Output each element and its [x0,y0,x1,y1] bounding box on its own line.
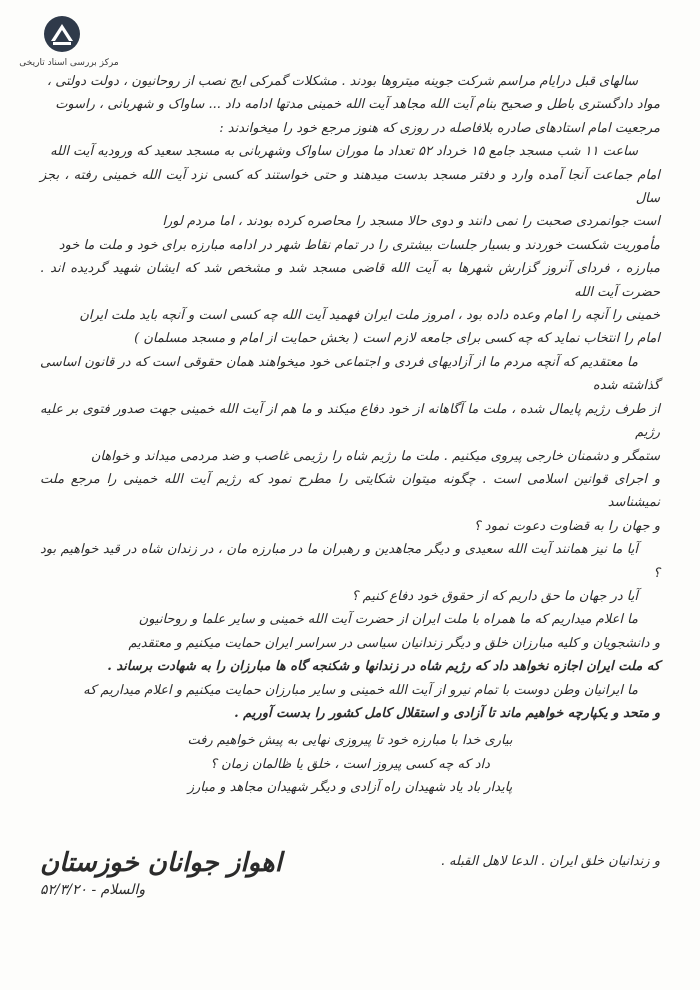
letter-line: آیا در جهان ما حق داریم که از حقوق خود دفاع کنیم ؟ [351,588,638,604]
letter-line: است جوانمردی صحبت را نمی دانند و دوی حالا مسجد را محاصره کرده بودند ، اما مردم لورا [162,214,660,230]
letter-line: و متحد و یکپارچه خواهیم ماند تا آزادی و استقلال کامل کشور را بدست آوریم . [234,705,660,721]
letter-line: خمینی را آنچه را امام وعده داده بود ، امروز ملت ایران فهمید آیت الله چه کسی است و آنچه باید ملت ایران [79,308,660,324]
document-archive-emblem-icon [42,14,82,54]
closing-line: بیاری خدا با مبارزه خود تا پیروزی نهایی به پیش خواهیم رفت [187,733,513,749]
letter-line: مأموریت شکست خوردند و بسیار جلسات بیشتری را در تمام نقاط شهر در ادامه مبارزه برای خود و ملت ما خود [58,237,660,253]
closing-salutation-date: والسلام - ۵۲/۳/۲۰ [40,882,146,898]
letter-body [40,70,660,800]
archive-logo-caption: مرکز بررسی اسناد تاریخی [19,58,119,68]
letter-line: و دانشجویان و کلیه مبارزان خلق و دیگر زندانیان سیاسی در سراسر ایران حمایت میکنیم و معتقدیم [128,635,660,651]
signature: اهواز جوانان خوزستان [40,848,282,878]
letter-line: ما اعلام میداریم که ما همراه با ملت ایران از حضرت آیت الله خمینی و سایر علما و روحانیون [138,612,638,628]
closing-line: پایدار باد یاد شهیدان راه آزادی و دیگر شهیدان مجاهد و مبارز [187,780,513,796]
letter-line: مواد دادگستری باطل و صحیح بنام آیت الله مجاهد آیت الله خمینی مدتها ادامه داد ... ساواک و شهربانی ، راسوت [55,97,660,113]
letter-line: امام جماعت آنجا آمده وارد و دفتر مسجد بدست میدهند و حتی خواستند که کسی نزد آیت الله خمینی رفته ، بجز سال [40,167,660,207]
letter-line: و جهان را به قضاوت دعوت نمود ؟ [473,518,660,534]
letter-line: ما ایرانیان وطن دوست با تمام نیرو از آیت الله خمینی و سایر مبارزان حمایت میکنیم و اعلام میداریم که [83,682,638,698]
closing-line: داد که چه کسی پیروز است ، خلق یا ظالمان زمان ؟ [210,756,490,772]
letter-line: مرجعیت امام استادهای صادره بلافاصله در روزی که هنوز مرجع خود را میخواندند : [219,120,660,136]
letter-line: مبارزه ، فردای آنروز گزارش شهرها به آیت الله قاضی مسجد شد و مشخص شد که ایشان شهید گردیده اند . حضرت آیت الله [40,261,660,300]
letter-line: ما معتقدیم که آنچه مردم ما از آزادیهای فردی و اجتماعی خود میخواهند همان حقوقی است که در قانون اساسی گذاشته شده [40,354,660,394]
letter-line: از طرف رژیم پایمال شده ، ملت ما آگاهانه از خود دفاع میکند و ما هم از آیت الله خمینی جهت صدور فتوی بر علیه رژیم [40,401,660,441]
letter-line: ساعت ۱۱ شب مسجد جامع ۱۵ خرداد ۵۲ تعداد ما موران ساواک وشهربانی به مسجد سعید که ورودیه آیت الله [50,144,638,160]
letter-line: آیا ما نیز همانند آیت الله سعیدی و دیگر مجاهدین و رهبران ما در مبارزه مان ، در زندان شاه در قید خواهیم بود ؟ [40,542,660,581]
closing-line: و زندانیان خلق ایران . الدعا لاهل القبله . [440,854,660,869]
letter-line: امام را انتخاب نماید که چه کسی برای جامعه لازم است ( بخش حمایت از امام و مسجد مسلمان ) [134,331,660,347]
letter-line: که ملت ایران اجازه نخواهد داد که رژیم شاه در زندانها و شکنجه گاه ها مبارزان را به شهادت برساند . [107,659,660,675]
letter-line: و اجرای قوانین اسلامی است . چگونه میتوان شکایتی را مطرح نمود که رژیم آیت الله خمینی را مرجع ملت نمیشناسد [40,471,660,511]
letter-line: سالهای قبل درایام مراسم شرکت جوینه میتروها بودند . مشکلات گمرکی ایج نصب از روحانیون ، دولت دولتی ، [46,74,638,89]
letter-line: ستمگر و دشمنان خارجی پیروی میکنیم . ملت ما رژیم شاه را رژیمی غاصب و ضد مردمی میداند و خواهان [90,448,660,464]
archive-logo [14,14,119,74]
